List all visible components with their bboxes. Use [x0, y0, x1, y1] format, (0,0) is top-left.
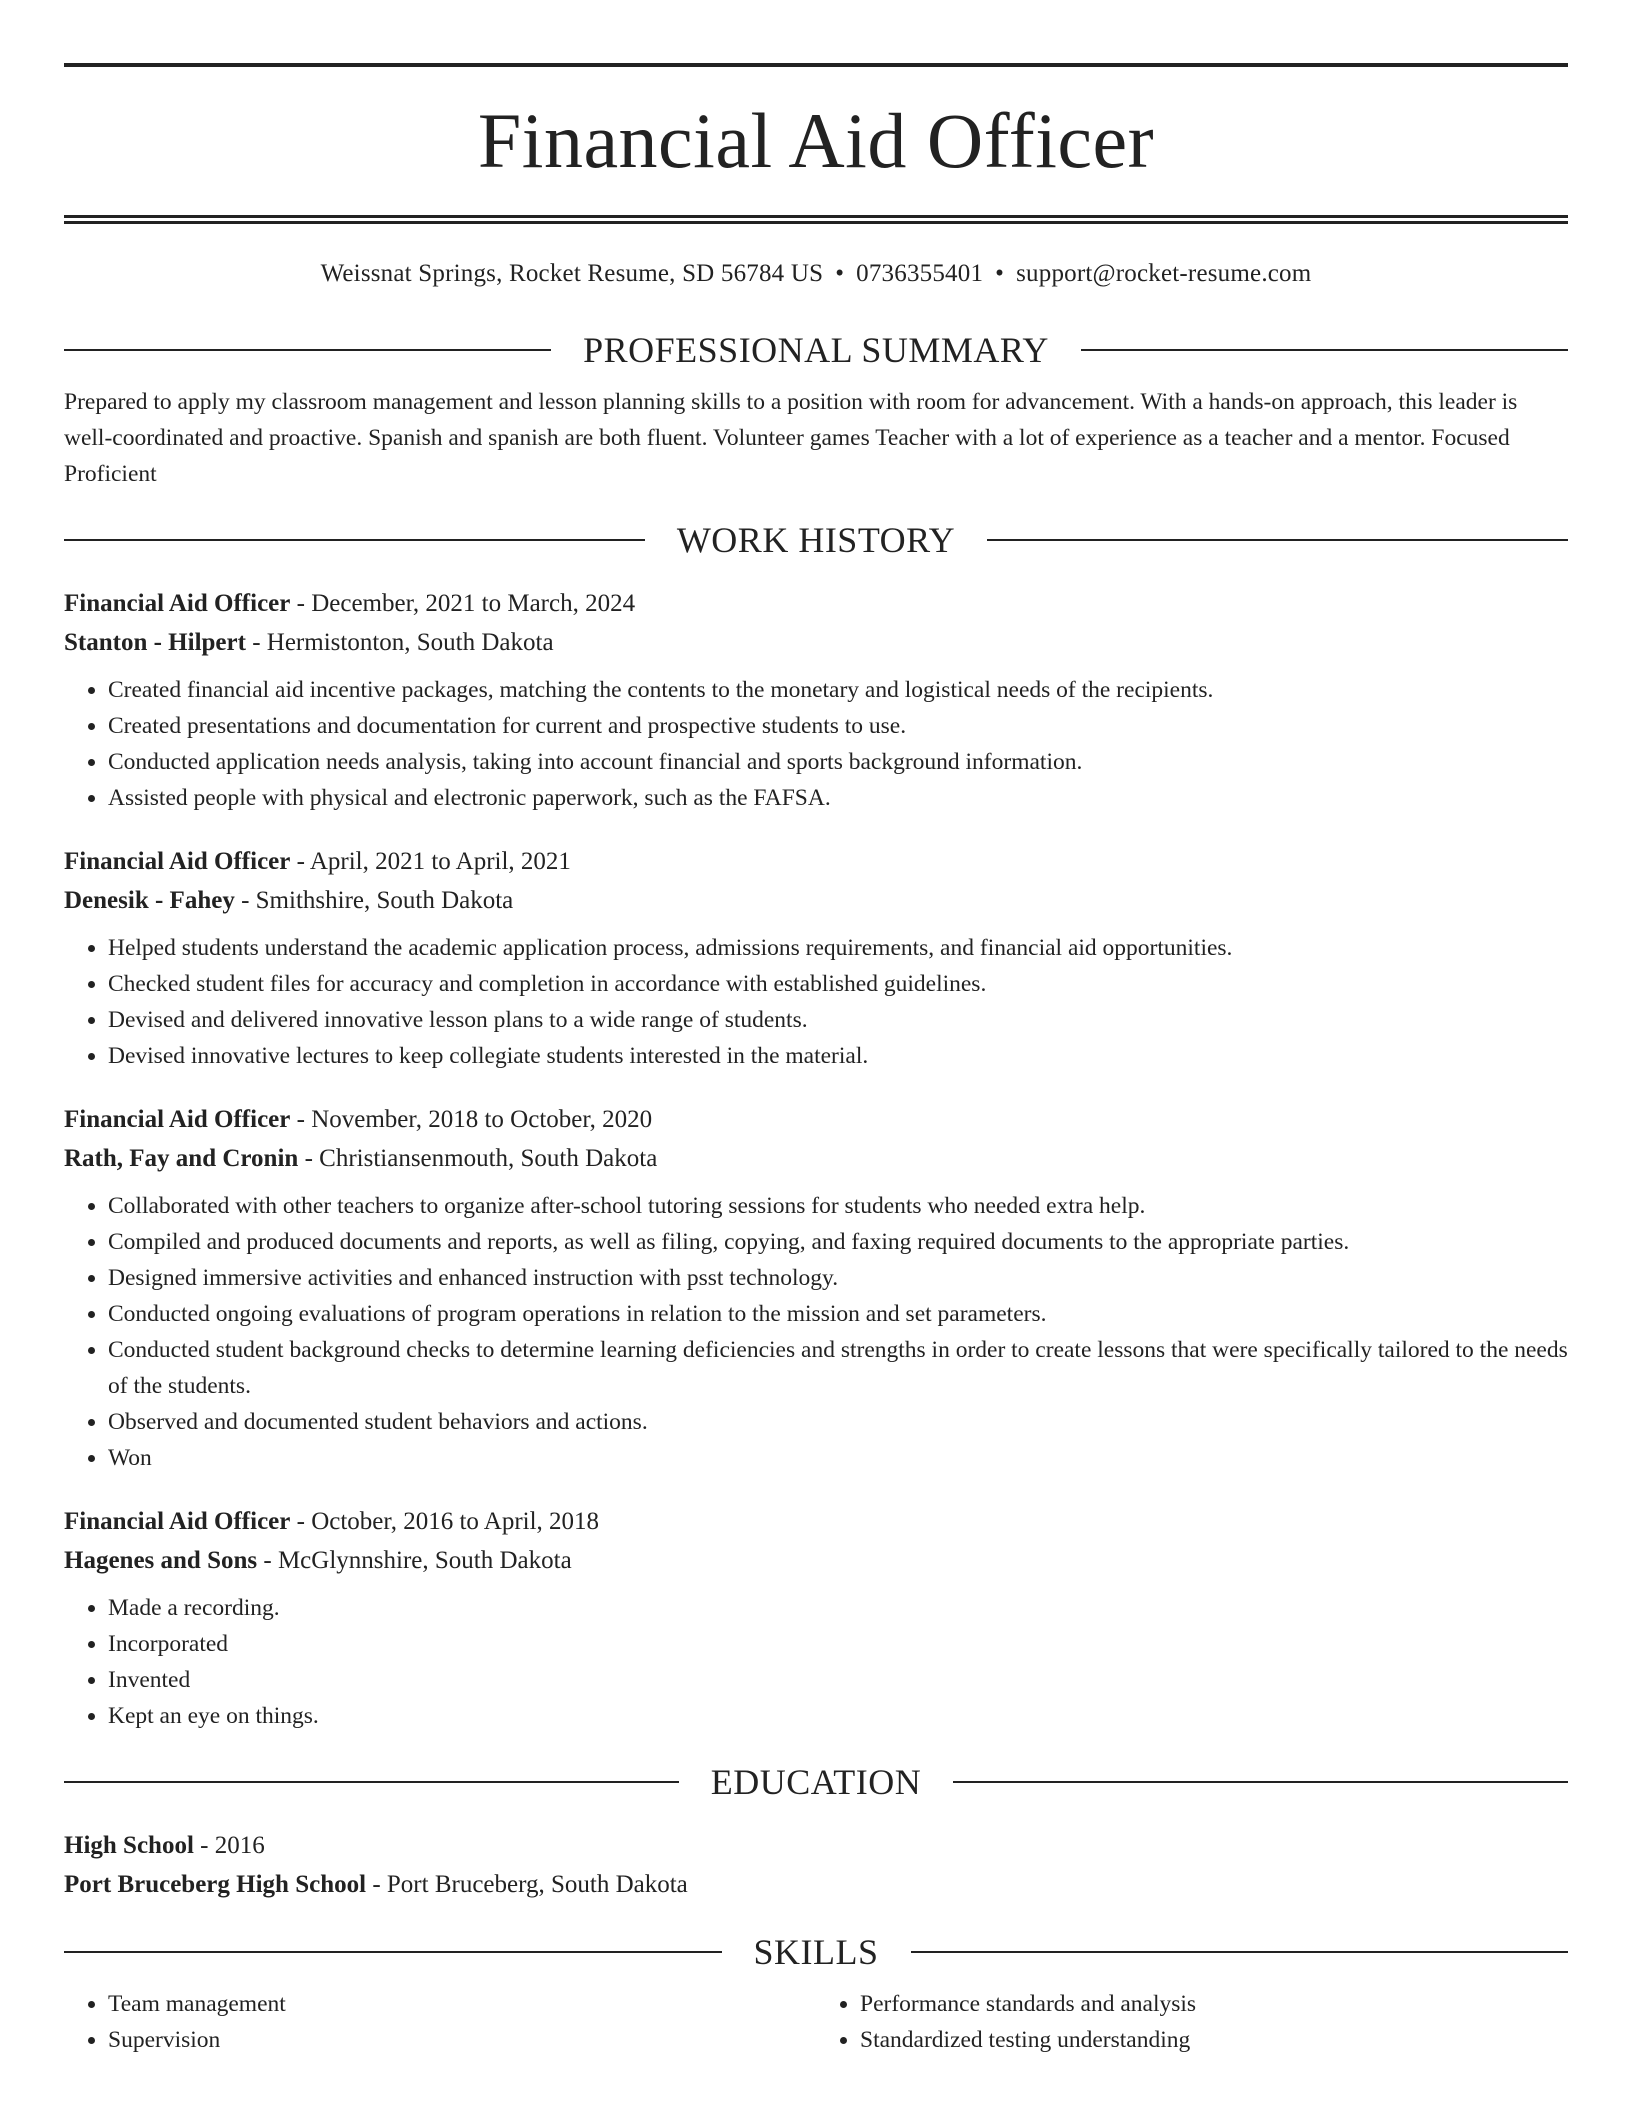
- job-dates: - November, 2018 to October, 2020: [290, 1106, 653, 1133]
- double-rule: [64, 215, 1568, 224]
- job-title: Financial Aid Officer: [64, 1106, 291, 1133]
- job-bullet: • Assisted people with physical and electronic paperwork, such as the FAFSA.: [108, 780, 1568, 816]
- job-bullet: • Helped students understand the academic application process, admissions requirements, and financial aid opportunities.: [108, 930, 1568, 966]
- job-bullet: • Invented: [108, 1662, 1568, 1698]
- heading-rule: [987, 539, 1568, 541]
- job-entry: [64, 1502, 1568, 1734]
- contact-address: Weissnat Springs, Rocket Resume, SD 56784 US: [320, 260, 824, 287]
- job-company-line: [64, 1139, 1568, 1178]
- job-entry: [64, 1100, 1568, 1476]
- section-heading-summary: [64, 328, 1568, 372]
- heading-rule: [953, 1781, 1568, 1783]
- job-bullet: • Collaborated with other teachers to organize after-school tutoring sessions for students who needed extra help.: [108, 1188, 1568, 1224]
- heading-rule: [64, 349, 551, 351]
- section-title: PROFESSIONAL SUMMARY: [583, 330, 1049, 370]
- education-year: - 2016: [193, 1832, 265, 1859]
- skill-item: • Standardized testing understanding: [860, 2022, 1568, 2058]
- heading-rule: [64, 1781, 679, 1783]
- skill-item: • Team management: [108, 1986, 816, 2022]
- education-degree-line: [64, 1826, 1568, 1865]
- summary-text: Prepared to apply my classroom management and lesson planning skills to a position with room for advancement. With a hands-on approach, this leader is well-coordinated and proactive. Spanish and spanish are both fluent. Volunteer games Teacher with a lot of experience as a teacher and a mentor. Focused Proficient: [64, 389, 1518, 487]
- job-bullet: • Devised innovative lectures to keep collegiate students interested in the material.: [108, 1038, 1568, 1074]
- job-bullets: [64, 930, 1568, 1074]
- section-title: WORK HISTORY: [676, 520, 956, 560]
- section-title: EDUCATION: [710, 1762, 922, 1802]
- job-bullets: [64, 1188, 1568, 1476]
- job-company-line: [64, 623, 1568, 662]
- job-bullet: • Conducted student background checks to determine learning deficiencies and strengths in order to create lessons that were specifically tailored to the needs of the students.: [108, 1332, 1568, 1404]
- job-location: - McGlynnshire, South Dakota: [257, 1547, 572, 1574]
- job-company-line: [64, 881, 1568, 920]
- skills-right-list: [816, 1986, 1568, 2058]
- job-bullet: • Conducted application needs analysis, taking into account financial and sports background information.: [108, 744, 1568, 780]
- contact-phone: 0736355401: [856, 260, 984, 287]
- job-title: Financial Aid Officer: [64, 1508, 291, 1535]
- education-school-line: [64, 1865, 1568, 1904]
- job-bullet: • Created presentations and documentation for current and prospective students to use.: [108, 708, 1568, 744]
- section-title: SKILLS: [753, 1932, 879, 1972]
- job-title: Financial Aid Officer: [64, 848, 291, 875]
- job-entry: [64, 584, 1568, 816]
- job-company: Rath, Fay and Cronin: [64, 1145, 299, 1172]
- contact-email[interactable]: support@rocket-resume.com: [1016, 260, 1312, 287]
- education-school: Port Bruceberg High School: [64, 1871, 367, 1898]
- skills-columns: [64, 1986, 1568, 2058]
- resume-name: Financial Aid Officer: [477, 97, 1155, 184]
- heading-rule: [911, 1951, 1569, 1953]
- job-bullet: • Observed and documented student behaviors and actions.: [108, 1404, 1568, 1440]
- education-degree: High School: [64, 1832, 194, 1859]
- contact-separator: •: [995, 260, 1005, 287]
- job-bullet: • Compiled and produced documents and reports, as well as filing, copying, and faxing required documents to the appropriate parties.: [108, 1224, 1568, 1260]
- heading-rule: [64, 1951, 722, 1953]
- heading-rule: [64, 539, 645, 541]
- resume-page: [64, 0, 1568, 2058]
- job-location: - Hermistonton, South Dakota: [245, 629, 554, 656]
- job-bullet: • Made a recording.: [108, 1590, 1568, 1626]
- job-location: - Smithshire, South Dakota: [234, 887, 514, 914]
- job-location: - Christiansenmouth, South Dakota: [298, 1145, 658, 1172]
- job-bullet: • Designed immersive activities and enhanced instruction with psst technology.: [108, 1260, 1568, 1296]
- job-title-line: [64, 584, 1568, 623]
- job-bullet: • Created financial aid incentive packages, matching the contents to the monetary and logistical needs of the recipients.: [108, 672, 1568, 708]
- skill-item: • Performance standards and analysis: [860, 1986, 1568, 2022]
- education-entry: [64, 1826, 1568, 1904]
- job-company: Hagenes and Sons: [64, 1547, 258, 1574]
- section-heading-skills: [64, 1930, 1568, 1974]
- job-bullet: • Devised and delivered innovative lesson plans to a wide range of students.: [108, 1002, 1568, 1038]
- contact-line: [64, 258, 1568, 290]
- section-heading-work: [64, 518, 1568, 562]
- job-bullet: • Kept an eye on things.: [108, 1698, 1568, 1734]
- skill-item: • Supervision: [108, 2022, 816, 2058]
- skills-left-list: [64, 1986, 816, 2058]
- heading-rule: [1081, 349, 1568, 351]
- job-bullet: • Conducted ongoing evaluations of program operations in relation to the mission and set parameters.: [108, 1296, 1568, 1332]
- section-heading-education: [64, 1760, 1568, 1804]
- contact-separator: •: [835, 260, 845, 287]
- job-bullet: • Checked student files for accuracy and completion in accordance with established guidelines.: [108, 966, 1568, 1002]
- top-rule: [64, 63, 1568, 67]
- job-bullets: [64, 672, 1568, 816]
- education-location: - Port Bruceberg, South Dakota: [366, 1871, 688, 1898]
- job-dates: - December, 2021 to March, 2024: [290, 590, 636, 617]
- job-title-line: [64, 842, 1568, 881]
- job-company: Denesik - Fahey: [64, 887, 235, 914]
- job-bullet: • Incorporated: [108, 1626, 1568, 1662]
- job-title: Financial Aid Officer: [64, 590, 291, 617]
- job-dates: - April, 2021 to April, 2021: [290, 848, 571, 875]
- job-title-line: [64, 1100, 1568, 1139]
- job-entry: [64, 842, 1568, 1074]
- job-dates: - October, 2016 to April, 2018: [290, 1508, 600, 1535]
- job-bullets: [64, 1590, 1568, 1734]
- job-company: Stanton - Hilpert: [64, 629, 246, 656]
- work-history-list: [64, 584, 1568, 1734]
- job-company-line: [64, 1541, 1568, 1580]
- job-title-line: [64, 1502, 1568, 1541]
- job-bullet: • Won: [108, 1440, 1568, 1476]
